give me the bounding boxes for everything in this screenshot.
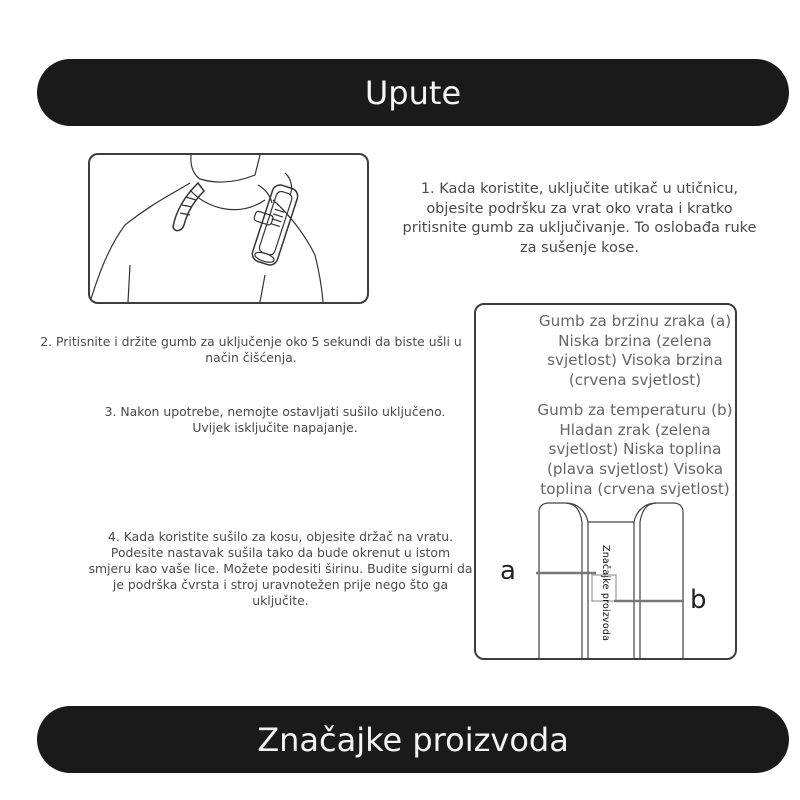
vertical-product-features-label: Značajke proizvoda — [600, 545, 611, 642]
step-3-text: 3. Nakon upotrebe, nemojte ostavljati sušilo uključeno. Uvijek isključite napajanje. — [104, 404, 446, 435]
instructions-title: Upute — [364, 73, 462, 112]
label-b: b — [690, 585, 707, 615]
device-closeup-illustration-icon — [536, 500, 686, 658]
neck-dryer-illustration-icon — [90, 155, 367, 302]
air-speed-button-description: Gumb za brzinu zraka (a) Niska brzina (zelena svjetlost) Visoka brzina (crvena svjetlost) — [538, 312, 732, 390]
instructions-banner — [37, 59, 789, 126]
step-2-text: 2. Pritisnite i držite gumb za uključenje oko 5 sekundi da biste ušli u način čišćenja. — [40, 334, 462, 365]
temperature-button-description: Gumb za temperaturu (b) Hladan zrak (zelena svjetlost) Niska toplina (plava svjetlost) Visoka toplina (crvena svjetlost) — [537, 401, 733, 498]
product-features-banner — [37, 706, 789, 773]
neck-dryer-illustration-panel — [88, 153, 369, 304]
product-features-title: Značajke proizvoda — [257, 720, 569, 759]
step-1-text: 1. Kada koristite, uključite utikač u utičnicu, objesite podršku za vrat oko vrata i kratko pritisnite gumb za uključivanje. To oslobađa ruke za sušenje kose. — [402, 181, 757, 256]
label-a: a — [500, 556, 516, 586]
step-4-text: 4. Kada koristite sušilo za kosu, objesite držač na vratu. Podesite nastavak sušila tako da bude okrenut u istom smjeru kao vaše lice. Možete podesiti širinu. Budite sigurni da je podrška čvrsta i stroj uravnotežen prije nego što ga uključite. — [88, 529, 473, 608]
